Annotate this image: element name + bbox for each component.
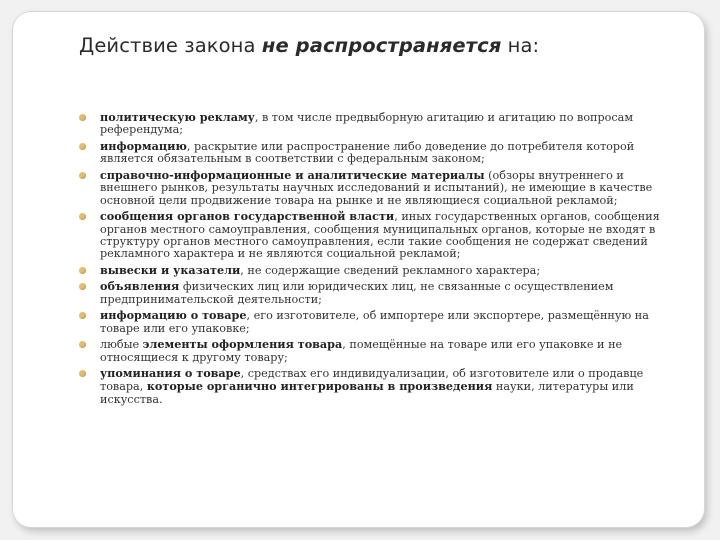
item-text: любые: [100, 338, 143, 352]
item-bold-text: объявления: [100, 279, 180, 294]
bullet-icon: [79, 267, 86, 274]
item-text: , помещённые на товаре или его упаковке и не относящиеся к другому товару;: [100, 338, 623, 364]
item-text: , его изготовителе, об импортере или экспортере, размещённую на товаре или его упаковке;: [100, 309, 649, 335]
title-emphasis: не распространяется: [261, 34, 502, 57]
item-text: , не содержащие сведений рекламного характера;: [240, 263, 541, 277]
list-item: [100, 338, 680, 364]
page-title: [79, 34, 539, 57]
item-bold-text: информацию о товаре: [100, 308, 247, 323]
item-bold-text: справочно-информационные и аналитические материалы: [100, 167, 485, 182]
item-bold-text: политическую рекламу: [100, 110, 255, 124]
bullet-icon: [79, 172, 86, 179]
list-item: [100, 309, 680, 335]
item-text: , в том числе предвыборную агитацию и агитацию по вопросам референдума;: [100, 111, 634, 137]
item-text: физических лиц или юридических лиц, не связанные с осуществлением предпринимательской деятельности;: [100, 280, 614, 306]
item-bold-text: которые органично интегрированы в произведения: [146, 379, 493, 394]
bullet-icon: [79, 370, 86, 377]
title-prefix: Действие закона: [79, 34, 262, 57]
item-bold-text: сообщения органов государственной власти: [100, 209, 395, 224]
list-item: [100, 140, 680, 166]
item-text: , средствах его индивидуализации, об изготовителе или о продавце товара,: [100, 367, 644, 394]
item-text: , иных государственных органов, сообщения органов местного самоуправления, сообщения муниципальных органов, которые не входят в структуру органов местного самоуправления, если такие сообщения не содержат сведений рекламного характера и не являются социальной рекламой;: [100, 210, 660, 261]
item-bold-text: вывески и указатели: [100, 262, 241, 277]
item-text: (обзоры внутреннего и внешнего рынков, результаты научных исследований и испытаний), не имеющие в качестве основной цели продвижение товара на рынке и не являющиеся социальной рекламой;: [100, 168, 653, 207]
item-bold-text: элементы оформления товара: [142, 337, 343, 352]
item-text: науки, литературы или искусства.: [100, 380, 634, 406]
list-item: [100, 111, 680, 137]
title-suffix: на:: [501, 34, 540, 57]
item-bold-text: упоминания о товаре: [100, 366, 241, 381]
list-item: [100, 280, 680, 306]
item-text: , раскрытие или распространение либо доведение до потребителя которой является обязательным в соответствии с федеральным законом;: [100, 139, 635, 166]
exclusions-list: [100, 111, 680, 409]
bullet-icon: [79, 114, 86, 121]
bullet-icon: [79, 143, 86, 150]
list-item: [100, 169, 680, 207]
list-item: [100, 264, 680, 277]
item-bold-text: информацию: [100, 138, 187, 153]
list-item: [100, 210, 680, 261]
list-item: [100, 367, 680, 406]
